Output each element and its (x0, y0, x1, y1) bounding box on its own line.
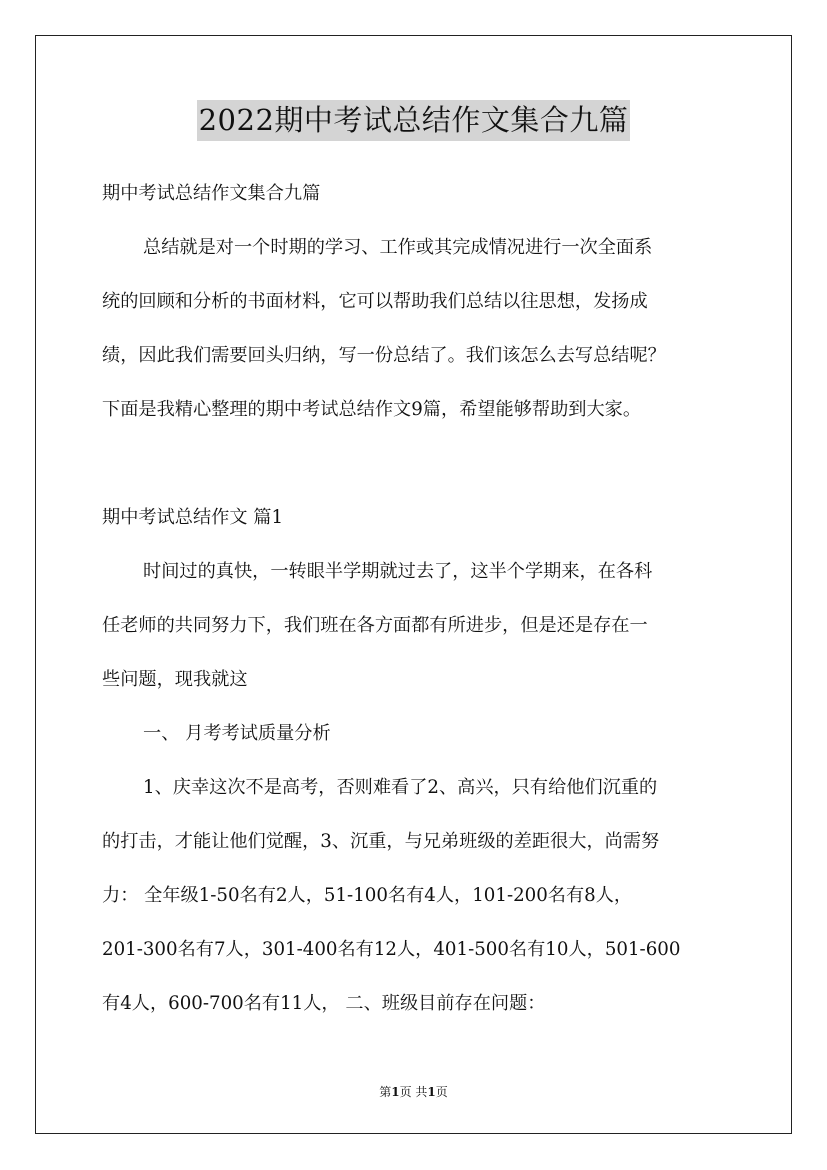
text-line: 下面是我精心整理的期中考试总结作文9篇，希望能够帮助到大家。 (102, 399, 642, 420)
text-line: 力： 全年级1-50名有2人，51-100名有4人，101-200名有8人， (102, 885, 633, 906)
blank-line (102, 442, 742, 496)
document-body (102, 172, 742, 1036)
text-line: 期中考试总结作文集合九篇 (102, 183, 321, 204)
text-line: 绩，因此我们需要回头归纳，写一份总结了。我们该怎么去写总结呢？ (102, 345, 666, 366)
footer-suffix: 页 (435, 1085, 448, 1099)
page-footer (0, 1083, 827, 1101)
text-line: 时间过的真快，一转眼半学期就过去了，这半个学期来，在各科 (143, 561, 653, 582)
text-line: 统的回顾和分析的书面材料，它可以帮助我们总结以往思想，发扬成 (102, 291, 648, 312)
footer-prefix: 第 (379, 1085, 392, 1099)
title-container (0, 100, 827, 141)
text-line: 的打击，才能让他们觉醒，3、沉重，与兄弟班级的差距很大，尚需努 (102, 831, 660, 852)
text-line: 些问题，现我就这 (102, 669, 248, 690)
text-line: 201-300名有7人，301-400名有12人，401-500名有10人，501-600 (102, 939, 681, 960)
footer-middle: 页 共 (399, 1085, 428, 1099)
text-line: 有4人，600-700名有11人， 二、班级目前存在问题： (102, 993, 546, 1014)
text-line: 1、庆幸这次不是高考，否则难看了2、高兴，只有给他们沉重的 (143, 777, 658, 798)
footer-total-pages: 1 (427, 1085, 436, 1099)
text-line: 任老师的共同努力下，我们班在各方面都有所进步，但是还是存在一 (102, 615, 648, 636)
text-line: 总结就是对一个时期的学习、工作或其完成情况进行一次全面系 (143, 237, 653, 258)
document-title: 2022期中考试总结作文集合九篇 (197, 100, 631, 141)
footer-page-number: 1 (391, 1085, 400, 1099)
text-line: 一、 月考考试质量分析 (143, 723, 331, 744)
text-line: 期中考试总结作文 篇1 (102, 507, 284, 528)
